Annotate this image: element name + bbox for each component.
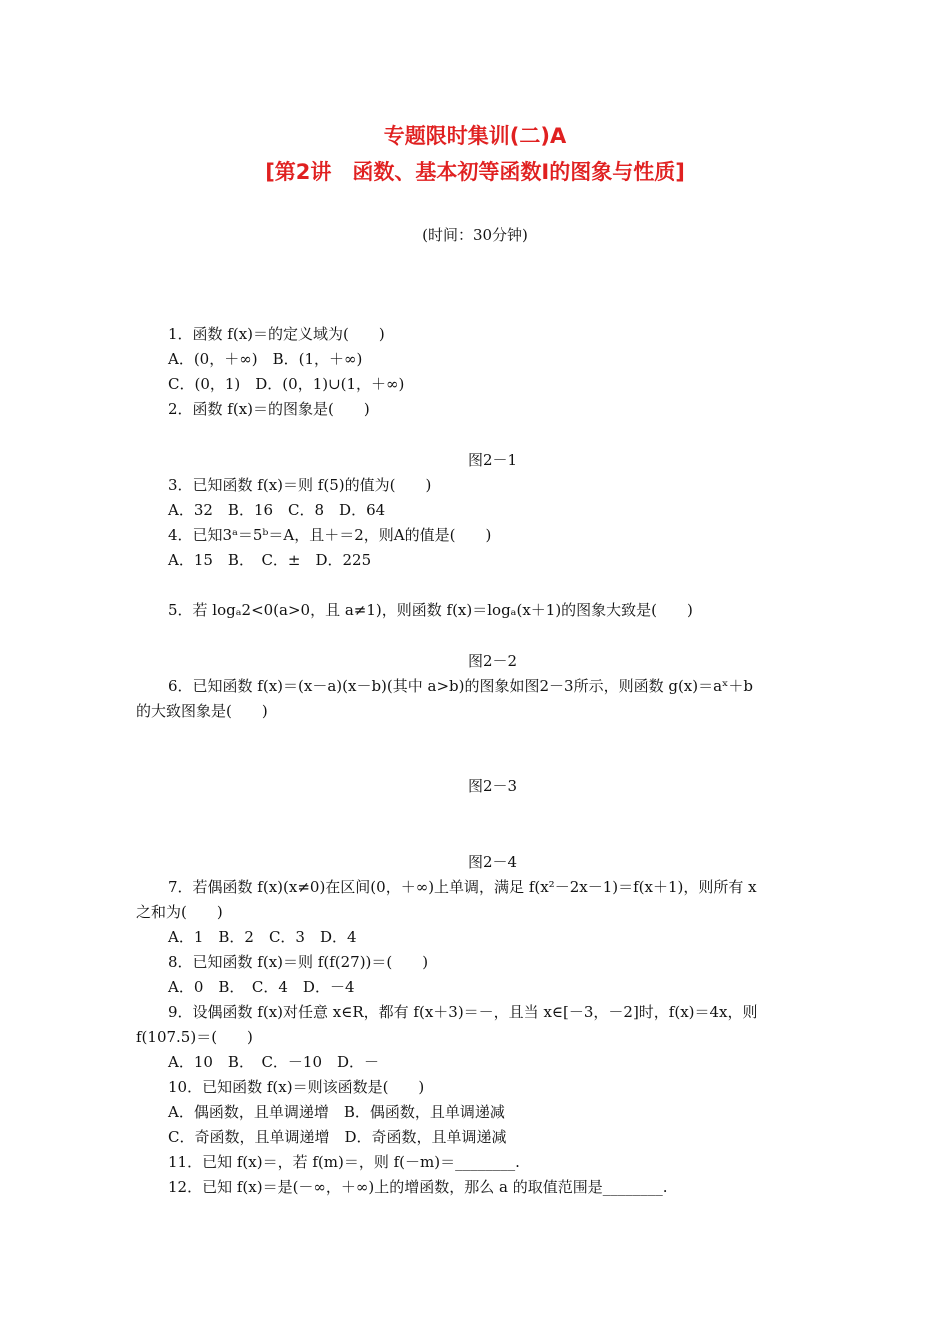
q1-options-ab: A．(0，＋∞) B．(1，＋∞): [168, 350, 363, 368]
question-11: 11．已知 f(x)＝，若 f(m)＝，则 f(－m)＝________.: [168, 1153, 520, 1171]
question-12: 12．已知 f(x)＝是(－∞，＋∞)上的增函数，那么 a 的取值范围是________.: [168, 1178, 668, 1196]
question-9: 9．设偶函数 f(x)对任意 x∈R，都有 f(x＋3)＝－，且当 x∈[－3，－2]时，f(x)＝4x，则: [168, 1003, 758, 1021]
question-4: 4．已知3ᵃ＝5ᵇ＝A，且＋＝2，则A的值是( ): [168, 526, 492, 544]
question-6-cont: 的大致图象是( ): [136, 702, 268, 720]
q8-options: A．0 B． C．4 D．－4: [168, 978, 355, 996]
question-5: 5．若 logₐ2<0(a>0，且 a≠1)，则函数 f(x)＝logₐ(x＋1)的图象大致是( ): [168, 601, 693, 619]
page-title: 专题限时集训(二)A: [383, 124, 567, 148]
figure-caption-2-2: 图2－2: [467, 652, 518, 670]
q10-options-ab: A．偶函数，且单调递增 B．偶函数，且单调递减: [168, 1103, 505, 1121]
page-subtitle: [第2讲 函数、基本初等函数Ⅰ的图象与性质]: [265, 160, 685, 184]
question-8: 8．已知函数 f(x)＝则 f(f(27))＝( ): [168, 953, 429, 971]
question-7-cont: 之和为( ): [136, 903, 223, 921]
q3-options: A．32 B．16 C．8 D．64: [168, 501, 386, 519]
q4-options: A．15 B． C．± D．225: [168, 551, 372, 569]
figure-caption-2-4: 图2－4: [467, 853, 518, 871]
figure-caption-2-3: 图2－3: [467, 777, 518, 795]
question-9-cont: f(107.5)＝( ): [136, 1028, 253, 1046]
question-3: 3．已知函数 f(x)＝则 f(5)的值为( ): [168, 476, 432, 494]
q1-options-cd: C．(0，1) D．(0，1)∪(1，＋∞): [168, 375, 405, 393]
q9-options: A．10 B． C．－10 D．－: [168, 1053, 380, 1071]
q7-options: A．1 B．2 C．3 D．4: [168, 928, 357, 946]
figure-caption-2-1: 图2－1: [467, 451, 518, 469]
question-7: 7．若偶函数 f(x)(x≠0)在区间(0，＋∞)上单调，满足 f(x²－2x－1)＝f(x＋1)，则所有 x: [168, 878, 757, 896]
question-2: 2．函数 f(x)＝的图象是( ): [168, 400, 370, 418]
question-6: 6．已知函数 f(x)＝(x－a)(x－b)(其中 a>b)的图象如图2－3所示，则函数 g(x)＝aˣ＋b: [168, 677, 754, 695]
question-1: 1．函数 f(x)＝的定义域为( ): [168, 325, 385, 343]
q10-options-cd: C．奇函数，且单调递增 D．奇函数，且单调递减: [168, 1128, 507, 1146]
time-limit: (时间：30分钟): [422, 226, 528, 244]
question-10: 10．已知函数 f(x)＝则该函数是( ): [168, 1078, 425, 1096]
